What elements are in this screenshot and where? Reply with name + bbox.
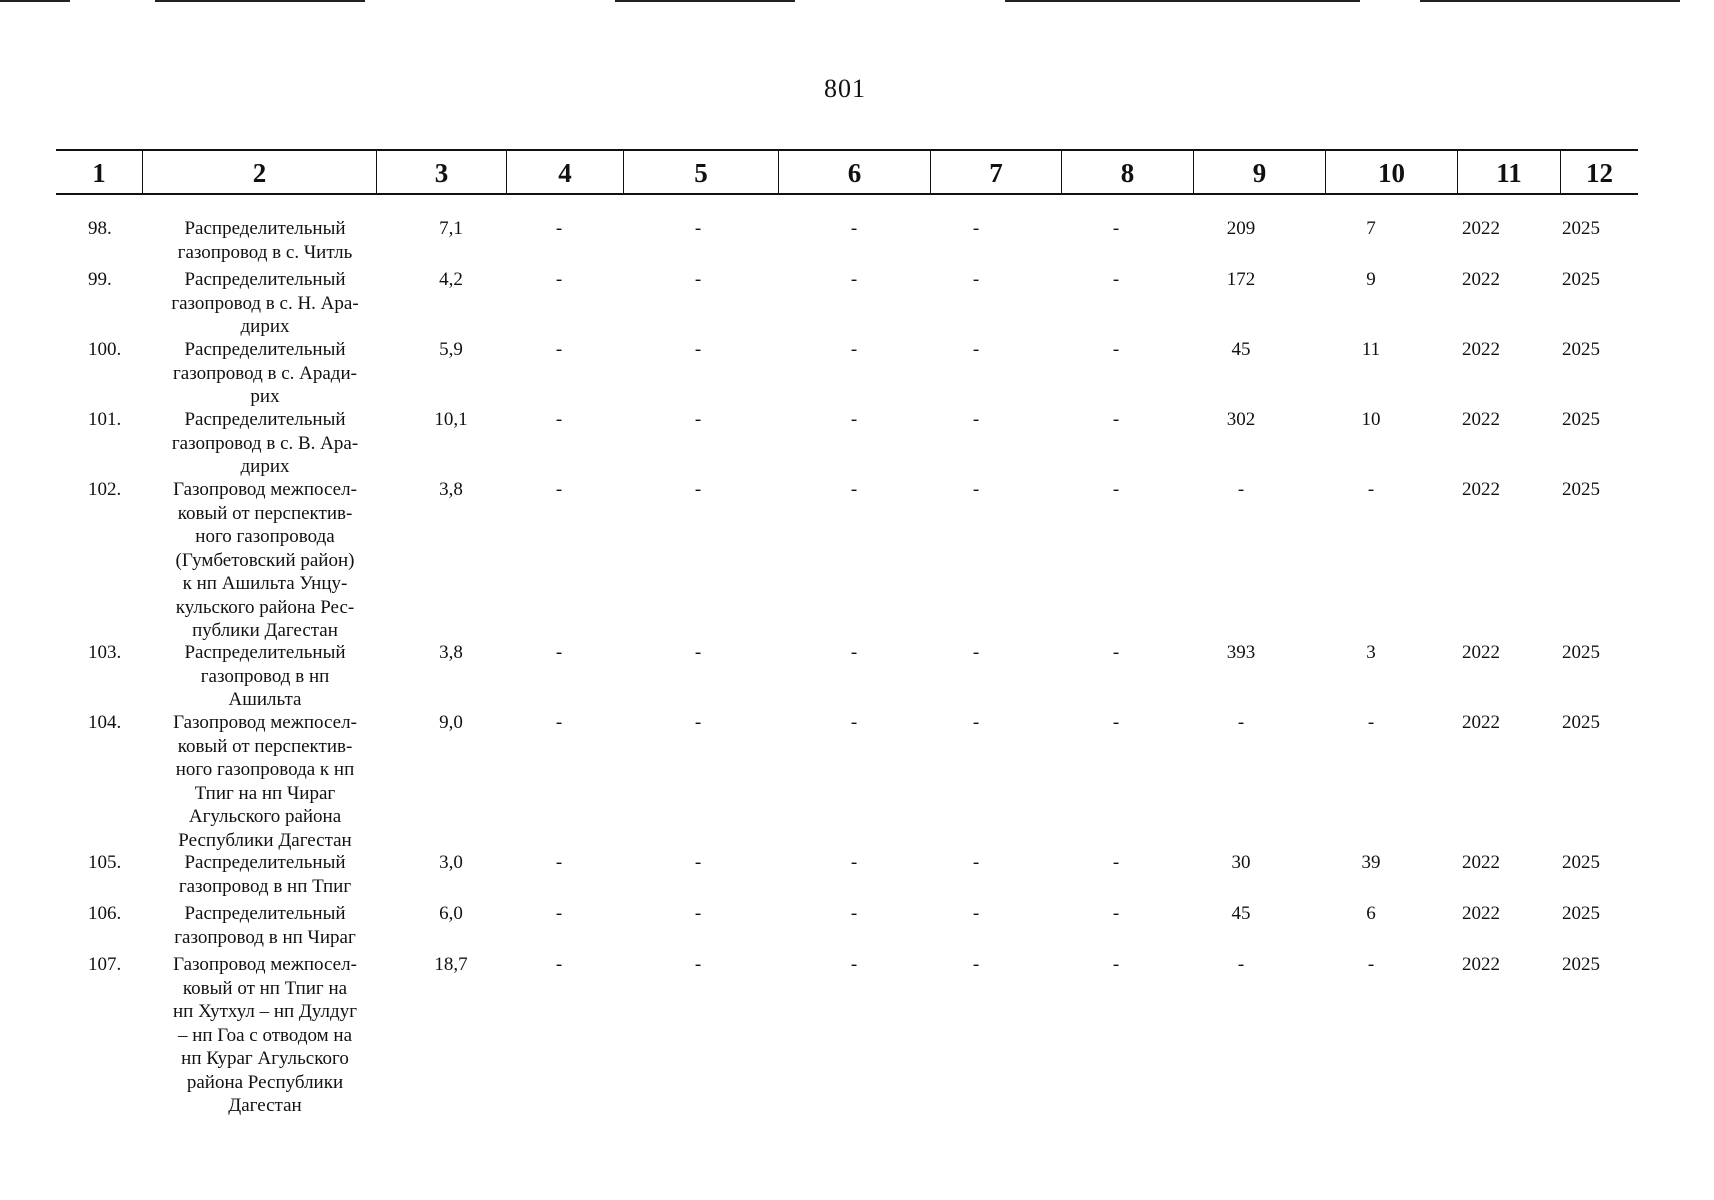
cell-col-8: - <box>1112 712 1120 733</box>
cell-col-8: - <box>1112 479 1120 500</box>
scan-edge-mark <box>155 0 365 2</box>
cell-col-11: 2022 <box>1462 852 1500 873</box>
cell-col-7: - <box>972 269 980 290</box>
row-number: 105. <box>88 852 122 873</box>
scan-edge-mark <box>0 0 70 2</box>
cell-col-4: - <box>555 852 563 873</box>
page-number: 801 <box>824 74 866 103</box>
row-number: 104. <box>88 712 122 733</box>
object-name-line: Распределительный <box>184 218 346 239</box>
object-name-line: дирих <box>240 316 290 337</box>
cell-col-8: - <box>1112 903 1120 924</box>
object-name-line: Распределительный <box>184 409 346 430</box>
cell-col-8: - <box>1112 409 1120 430</box>
cell-col-3: 3,8 <box>439 479 463 500</box>
object-name-line: ковый от нп Тпиг на <box>182 977 348 999</box>
cell-col-6: - <box>850 852 858 873</box>
cell-col-9: - <box>1237 479 1245 500</box>
cell-col-3: 18,7 <box>434 954 468 975</box>
cell-col-9: 172 <box>1226 269 1256 290</box>
cell-col-5: - <box>694 218 702 239</box>
cell-col-6: - <box>850 903 858 924</box>
object-name-line: нп Кураг Агульского <box>181 1048 349 1069</box>
cell-col-4: - <box>555 339 563 360</box>
cell-col-7: - <box>972 903 980 924</box>
object-name-line: ного газопровода к нп <box>175 759 355 780</box>
cell-col-11: 2022 <box>1462 339 1500 360</box>
object-name <box>156 851 374 898</box>
cell-col-9: 30 <box>1231 852 1251 873</box>
cell-col-3: 6,0 <box>439 903 463 924</box>
cell-col-6: - <box>850 954 858 975</box>
cell-col-10: 9 <box>1366 269 1376 290</box>
object-name-line: Распределительный <box>184 339 346 360</box>
object-name <box>156 268 374 339</box>
column-header-11: 11 <box>1457 151 1560 193</box>
cell-col-11: 2022 <box>1462 409 1500 430</box>
object-name <box>156 408 374 479</box>
object-name-line: Республики Дагестан <box>178 829 352 851</box>
cell-col-3: 4,2 <box>439 269 463 290</box>
cell-col-6: - <box>850 642 858 663</box>
cell-col-4: - <box>555 269 563 290</box>
cell-col-10: - <box>1367 954 1375 975</box>
cell-col-9: 45 <box>1231 339 1251 360</box>
cell-col-6: - <box>850 409 858 430</box>
object-name-line: Распределительный <box>184 642 346 663</box>
cell-col-12: 2025 <box>1562 852 1600 873</box>
cell-col-4: - <box>555 903 563 924</box>
row-number: 100. <box>88 339 122 360</box>
cell-col-12: 2025 <box>1562 903 1600 924</box>
cell-col-11: 2022 <box>1462 903 1500 924</box>
cell-col-8: - <box>1112 642 1120 663</box>
object-name <box>156 711 374 852</box>
cell-col-11: 2022 <box>1462 954 1500 975</box>
cell-col-12: 2025 <box>1562 409 1600 430</box>
object-name-line: Агульского района <box>188 806 342 827</box>
cell-col-7: - <box>972 852 980 873</box>
object-name-line: ного газопровода <box>195 526 335 547</box>
cell-col-5: - <box>694 339 702 360</box>
cell-col-7: - <box>972 712 980 733</box>
cell-col-5: - <box>694 642 702 663</box>
cell-col-9: 45 <box>1231 903 1251 924</box>
object-name <box>156 641 374 712</box>
object-name <box>156 953 374 1118</box>
column-header-10: 10 <box>1325 151 1457 193</box>
cell-col-8: - <box>1112 954 1120 975</box>
cell-col-4: - <box>555 712 563 733</box>
object-name <box>156 902 374 949</box>
cell-col-8: - <box>1112 852 1120 873</box>
cell-col-12: 2025 <box>1562 712 1600 733</box>
object-name-line: ковый от перспектив- <box>177 735 353 757</box>
object-name-line: Распределительный <box>184 269 346 290</box>
object-name-line: газопровод в нп <box>200 665 330 687</box>
row-number: 99. <box>88 269 112 290</box>
cell-col-11: 2022 <box>1462 479 1500 500</box>
object-name-line: Газопровод межпосел- <box>173 479 357 500</box>
row-number: 102. <box>88 479 122 500</box>
cell-col-6: - <box>850 339 858 360</box>
cell-col-4: - <box>555 642 563 663</box>
cell-col-6: - <box>850 479 858 500</box>
cell-col-6: - <box>850 218 858 239</box>
scan-edge-mark <box>1005 0 1360 2</box>
cell-col-3: 10,1 <box>434 409 468 430</box>
cell-col-11: 2022 <box>1462 712 1500 733</box>
cell-col-3: 5,9 <box>439 339 463 360</box>
cell-col-10: 6 <box>1366 903 1376 924</box>
scan-edge-mark <box>1420 0 1680 2</box>
cell-col-4: - <box>555 954 563 975</box>
cell-col-11: 2022 <box>1462 642 1500 663</box>
cell-col-5: - <box>694 409 702 430</box>
cell-col-9: 209 <box>1226 218 1256 239</box>
object-name-line: ковый от перспектив- <box>177 502 353 524</box>
object-name <box>156 217 374 264</box>
row-number: 106. <box>88 903 122 924</box>
cell-col-6: - <box>850 269 858 290</box>
column-header-6: 6 <box>778 151 930 193</box>
object-name-line: к нп Ашильта Унцу- <box>182 573 348 594</box>
cell-col-10: 7 <box>1366 218 1376 239</box>
cell-col-3: 9,0 <box>439 712 463 733</box>
cell-col-10: - <box>1367 479 1375 500</box>
cell-col-7: - <box>972 409 980 430</box>
object-name-line: кульского района Рес- <box>175 596 355 618</box>
cell-col-10: 3 <box>1366 642 1376 663</box>
cell-col-10: - <box>1367 712 1375 733</box>
cell-col-12: 2025 <box>1562 479 1600 500</box>
cell-col-9: - <box>1237 954 1245 975</box>
cell-col-3: 3,0 <box>439 852 463 873</box>
object-name-line: Дагестан <box>228 1095 302 1116</box>
cell-col-12: 2025 <box>1562 339 1600 360</box>
cell-col-9: - <box>1237 712 1245 733</box>
cell-col-5: - <box>694 903 702 924</box>
cell-col-5: - <box>694 269 702 290</box>
object-name-line: Ашильта <box>228 689 302 710</box>
cell-col-5: - <box>694 852 702 873</box>
cell-col-12: 2025 <box>1562 954 1600 975</box>
cell-col-5: - <box>694 954 702 975</box>
cell-col-8: - <box>1112 218 1120 239</box>
column-header-4: 4 <box>506 151 623 193</box>
cell-col-9: 302 <box>1226 409 1256 430</box>
cell-col-3: 3,8 <box>439 642 463 663</box>
cell-col-12: 2025 <box>1562 642 1600 663</box>
column-header-7: 7 <box>930 151 1061 193</box>
object-name-line: (Гумбетовский район) <box>175 549 355 571</box>
row-number: 103. <box>88 642 122 663</box>
object-name-line: района Республики <box>186 1071 344 1093</box>
cell-col-12: 2025 <box>1562 218 1600 239</box>
column-header-3: 3 <box>376 151 506 193</box>
scan-edge-mark <box>615 0 795 2</box>
cell-col-10: 11 <box>1361 339 1381 360</box>
column-header-1: 1 <box>92 158 106 188</box>
row-number: 98. <box>88 218 112 239</box>
cell-col-7: - <box>972 339 980 360</box>
cell-col-8: - <box>1112 269 1120 290</box>
object-name-line: газопровод в нп Чираг <box>174 926 356 948</box>
column-header-5: 5 <box>623 151 778 193</box>
object-name-line: нп Хутхул – нп Дулдуг <box>172 1001 358 1022</box>
row-number: 101. <box>88 409 122 430</box>
object-name-line: дирих <box>240 456 290 477</box>
cell-col-10: 39 <box>1361 852 1381 873</box>
cell-col-11: 2022 <box>1462 269 1500 290</box>
cell-col-11: 2022 <box>1462 218 1500 239</box>
object-name-line: рих <box>250 386 280 407</box>
cell-col-7: - <box>972 954 980 975</box>
object-name <box>156 478 374 643</box>
cell-col-4: - <box>555 479 563 500</box>
object-name-line: – нп Гоа с отводом на <box>177 1024 353 1046</box>
cell-col-7: - <box>972 642 980 663</box>
cell-col-3: 7,1 <box>439 218 463 239</box>
cell-col-5: - <box>694 479 702 500</box>
object-name-line: газопровод в с. Аради- <box>173 362 357 384</box>
object-name-line: газопровод в нп Тпиг <box>178 875 352 897</box>
object-name-line: публики Дагестан <box>192 620 338 641</box>
cell-col-7: - <box>972 479 980 500</box>
data-table <box>56 149 1638 1116</box>
object-name-line: Распределительный <box>184 903 346 924</box>
column-header-8: 8 <box>1061 151 1193 193</box>
object-name-line: Газопровод межпосел- <box>173 712 357 733</box>
object-name <box>156 338 374 409</box>
column-header-12: 12 <box>1560 151 1638 193</box>
cell-col-9: 393 <box>1226 642 1256 663</box>
cell-col-12: 2025 <box>1562 269 1600 290</box>
object-name-line: Газопровод межпосел- <box>173 954 357 975</box>
table-header <box>56 149 1638 195</box>
object-name-line: газопровод в с. В. Ара- <box>171 432 359 454</box>
object-name-line: газопровод в с. Читль <box>177 241 353 263</box>
object-name-line: Распределительный <box>184 852 346 873</box>
object-name-line: газопровод в с. Н. Ара- <box>171 292 359 314</box>
cell-col-6: - <box>850 712 858 733</box>
cell-col-7: - <box>972 218 980 239</box>
cell-col-4: - <box>555 218 563 239</box>
object-name-line: Тпиг на нп Чираг <box>194 782 336 804</box>
cell-col-4: - <box>555 409 563 430</box>
cell-col-10: 10 <box>1361 409 1381 430</box>
cell-col-5: - <box>694 712 702 733</box>
row-number: 107. <box>88 954 122 975</box>
column-header-9: 9 <box>1193 151 1325 193</box>
column-header-2: 2 <box>142 151 376 193</box>
cell-col-8: - <box>1112 339 1120 360</box>
